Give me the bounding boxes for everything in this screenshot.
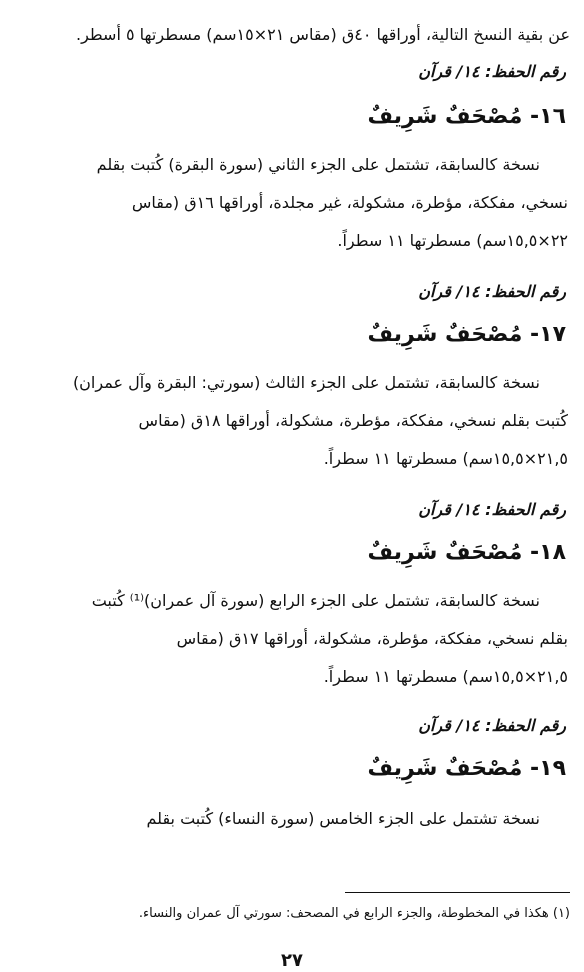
entry-description-18 — [16, 582, 568, 696]
entry-title-19: ١٩- مُصْحَفٌ شَرِيفٌ — [367, 756, 566, 781]
entry-19-line-1: نسخة تشتمل على الجزء الخامس (سورة النساء) كُتبت بقلم — [146, 809, 540, 828]
entry-17-line-2: كُتبت بقلم نسخي، مفككة، مؤطرة، مشكولة، أوراقها ١٨ق (مقاس — [138, 411, 568, 430]
entry-description-17 — [16, 364, 568, 478]
entry-description-16 — [16, 146, 568, 260]
entry-title-17: ١٧- مُصْحَفٌ شَرِيفٌ — [367, 322, 566, 347]
footnote: (١) هكذا في المخطوطة، والجزء الرابع في المصحف: سورتي آل عمران والنساء. — [138, 906, 570, 921]
entry-18-line-2: بقلم نسخي، مفككة، مؤطرة، مشكولة، أوراقها ١٧ق (مقاس — [176, 629, 568, 648]
entry-title-16: ١٦- مُصْحَفٌ شَرِيفٌ — [367, 104, 566, 129]
hifz-number-19: رقم الحفظ: ١٤/ قرآن — [418, 716, 566, 735]
entry-18-line-3: ٢١,٥×١٥,٥سم) مسطرتها ١١ سطراً. — [323, 667, 568, 686]
intro-line: عن بقية النسخ التالية، أوراقها ٤٠ق (مقاس ٢١×١٥سم) مسطرتها ٥ أسطر. — [76, 25, 570, 44]
entry-16-line-1: نسخة كالسابقة، تشتمل على الجزء الثاني (سورة البقرة) كُتبت بقلم — [96, 155, 540, 174]
entry-18-line-1: نسخة كالسابقة، تشتمل على الجزء الرابع (سورة آل عمران)⁽¹⁾ كُتبت — [91, 591, 540, 610]
entry-17-line-1: نسخة كالسابقة، تشتمل على الجزء الثالث (سورتي: البقرة وآل عمران) — [72, 373, 540, 392]
entry-17-line-3: ٢١,٥×١٥,٥سم) مسطرتها ١١ سطراً. — [323, 449, 568, 468]
page-number: ٢٧ — [281, 950, 303, 971]
entry-16-line-3: ٢٢×١٥,٥سم) مسطرتها ١١ سطراً. — [337, 231, 568, 250]
hifz-number-17: رقم الحفظ: ١٤/ قرآن — [418, 282, 566, 301]
entry-description-19 — [16, 800, 568, 838]
footnote-separator — [345, 892, 570, 893]
hifz-number-16: رقم الحفظ: ١٤/ قرآن — [418, 62, 566, 81]
hifz-number-18: رقم الحفظ: ١٤/ قرآن — [418, 500, 566, 519]
entry-title-18: ١٨- مُصْحَفٌ شَرِيفٌ — [367, 540, 566, 565]
entry-16-line-2: نسخي، مفككة، مؤطرة، مشكولة، غير مجلدة، أوراقها ١٦ق (مقاس — [131, 193, 568, 212]
